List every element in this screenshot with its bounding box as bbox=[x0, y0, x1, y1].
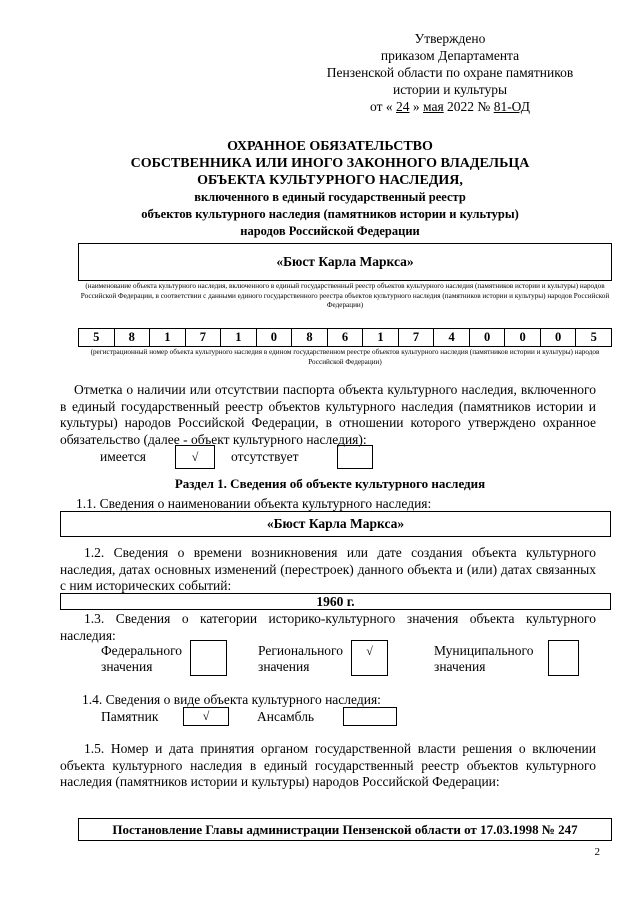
passport-absent-checkbox[interactable] bbox=[337, 445, 373, 469]
approval-line-1: Утверждено bbox=[414, 31, 486, 46]
reg-digit: 1 bbox=[150, 329, 186, 346]
reg-digit: 5 bbox=[79, 329, 115, 346]
approval-block bbox=[300, 30, 600, 115]
passport-has-checkbox[interactable] bbox=[175, 445, 215, 469]
section-1-5-value: Постановление Главы администрации Пензенской области от 17.03.1998 № 247 bbox=[112, 821, 578, 837]
section-1-title: Раздел 1. Сведения об объекте культурного наследия bbox=[174, 476, 486, 491]
decision-box bbox=[78, 818, 612, 841]
section-1-2-label: 1.2. Сведения о времени возникновения или дате создания объекта культурного наследия, датах основных изменений (перестроек) данного объекта и (или) датах связанных с ним исторических событий: bbox=[60, 545, 596, 593]
approval-year: 2022 bbox=[447, 99, 475, 114]
heading-line-3: ОБЪЕКТА КУЛЬТУРНОГО НАСЛЕДИЯ, bbox=[197, 173, 463, 188]
approval-line-3: Пензенской области по охране памятников bbox=[326, 65, 574, 80]
monument-label: Памятник bbox=[101, 709, 159, 724]
municipal-label-line-2: значения bbox=[434, 659, 486, 674]
approval-date-line bbox=[300, 98, 600, 115]
check-mark: √ bbox=[202, 709, 210, 723]
heading-line-4: включенного в единый государственный реестр bbox=[194, 190, 466, 204]
ensemble-label: Ансамбль bbox=[257, 709, 315, 724]
section-1-1-label: 1.1. Сведения о наименовании объекта культурного наследия: bbox=[76, 496, 432, 511]
monument-checkbox[interactable] bbox=[183, 707, 229, 726]
federal-label bbox=[101, 643, 182, 675]
reg-digit: 1 bbox=[363, 329, 399, 346]
reg-digit: 7 bbox=[399, 329, 435, 346]
object-name-field bbox=[78, 243, 612, 281]
municipal-checkbox[interactable] bbox=[548, 640, 579, 676]
section-1-5-label: 1.5. Номер и дата принятия органом государственной власти решения о включении объекта культурного наследия в единый государственный реестр объектов культурного наследия (памятников истории и культуры) народов Российской Федерации: bbox=[60, 741, 596, 789]
passport-absent-label: отсутствует bbox=[231, 449, 299, 464]
check-mark: √ bbox=[191, 449, 199, 464]
regional-label-line-2: значения bbox=[258, 659, 310, 674]
section-1-1-value: «Бюст Карла Маркса» bbox=[266, 516, 405, 531]
reg-digit: 1 bbox=[221, 329, 257, 346]
reg-digit: 0 bbox=[470, 329, 506, 346]
reg-digit: 6 bbox=[328, 329, 364, 346]
heading-line-1: ОХРАННОЕ ОБЯЗАТЕЛЬСТВО bbox=[227, 139, 433, 154]
object-name-value: «Бюст Карла Маркса» bbox=[276, 254, 414, 269]
municipal-label-line-1: Муниципального bbox=[434, 643, 534, 658]
date-mid: » bbox=[412, 99, 420, 114]
regional-label bbox=[258, 643, 343, 675]
federal-label-line-1: Федерального bbox=[101, 643, 183, 658]
check-mark: √ bbox=[366, 644, 373, 658]
object-name-value-box bbox=[60, 511, 611, 537]
number-prefix: № bbox=[477, 99, 491, 114]
reg-digit: 0 bbox=[257, 329, 293, 346]
passport-text: Отметка о наличии или отсутствии паспорта объекта культурного наследия, включенного в единый государственный реестр объектов культурного наследия (памятников истории и культуры) народов Российской Федерации, в отношении которого утверждено охранное обязательство (далее - объект культурного наследия): bbox=[60, 382, 596, 447]
section-1-2-value: 1960 г. bbox=[316, 593, 355, 609]
reg-digit: 0 bbox=[541, 329, 577, 346]
creation-date-box bbox=[60, 593, 611, 610]
heading-line-6: народов Российской Федерации bbox=[240, 224, 420, 238]
reg-digit: 4 bbox=[434, 329, 470, 346]
approval-line-2: приказом Департамента bbox=[380, 48, 520, 63]
municipal-label bbox=[434, 643, 533, 675]
approval-day: 24 bbox=[396, 99, 410, 114]
approval-number: 81-ОД bbox=[493, 99, 530, 114]
regional-checkbox[interactable] bbox=[351, 640, 388, 676]
reg-digit: 7 bbox=[186, 329, 222, 346]
reg-number-grid bbox=[78, 328, 612, 347]
reg-digit: 8 bbox=[115, 329, 151, 346]
federal-label-line-2: значения bbox=[101, 659, 153, 674]
reg-digit: 5 bbox=[590, 330, 597, 344]
document-heading bbox=[60, 138, 600, 240]
reg-digit: 8 bbox=[292, 329, 328, 346]
reg-digit: 0 bbox=[505, 329, 541, 346]
heading-line-2: СОБСТВЕННИКА ИЛИ ИНОГО ЗАКОННОГО ВЛАДЕЛЬЦА bbox=[130, 156, 530, 171]
object-name-caption: (наименование объекта культурного наследия, включенного в единый государственный реестр объектов культурного наследия (памятников истории и культуры) народов Российской Федерации, в соответствии с данными единого государственного реестра объектов культурного наследия (памятников истории и культуры) народов Российской Федерации) bbox=[80, 282, 610, 309]
reg-number-caption: (регистрационный номер объекта культурного наследия в едином государственном реестре объектов культурного наследия (памятников истории и культуры) народов Российской Федерации) bbox=[90, 348, 600, 366]
ensemble-checkbox[interactable] bbox=[343, 707, 397, 726]
approval-month: мая bbox=[423, 99, 444, 114]
approval-line-4: истории и культуры bbox=[392, 82, 508, 97]
date-prefix: от « bbox=[370, 99, 393, 114]
passport-has-label: имеется bbox=[100, 449, 147, 464]
federal-checkbox[interactable] bbox=[190, 640, 227, 676]
regional-label-line-1: Регионального bbox=[258, 643, 343, 658]
section-1-4-label: 1.4. Сведения о виде объекта культурного наследия: bbox=[82, 692, 381, 707]
section-1-3-label: 1.3. Сведения о категории историко-культурного значения объекта культурного наследия: bbox=[60, 611, 596, 643]
page-number: 2 bbox=[594, 846, 600, 858]
heading-line-5: объектов культурного наследия (памятников истории и культуры) bbox=[141, 207, 519, 221]
